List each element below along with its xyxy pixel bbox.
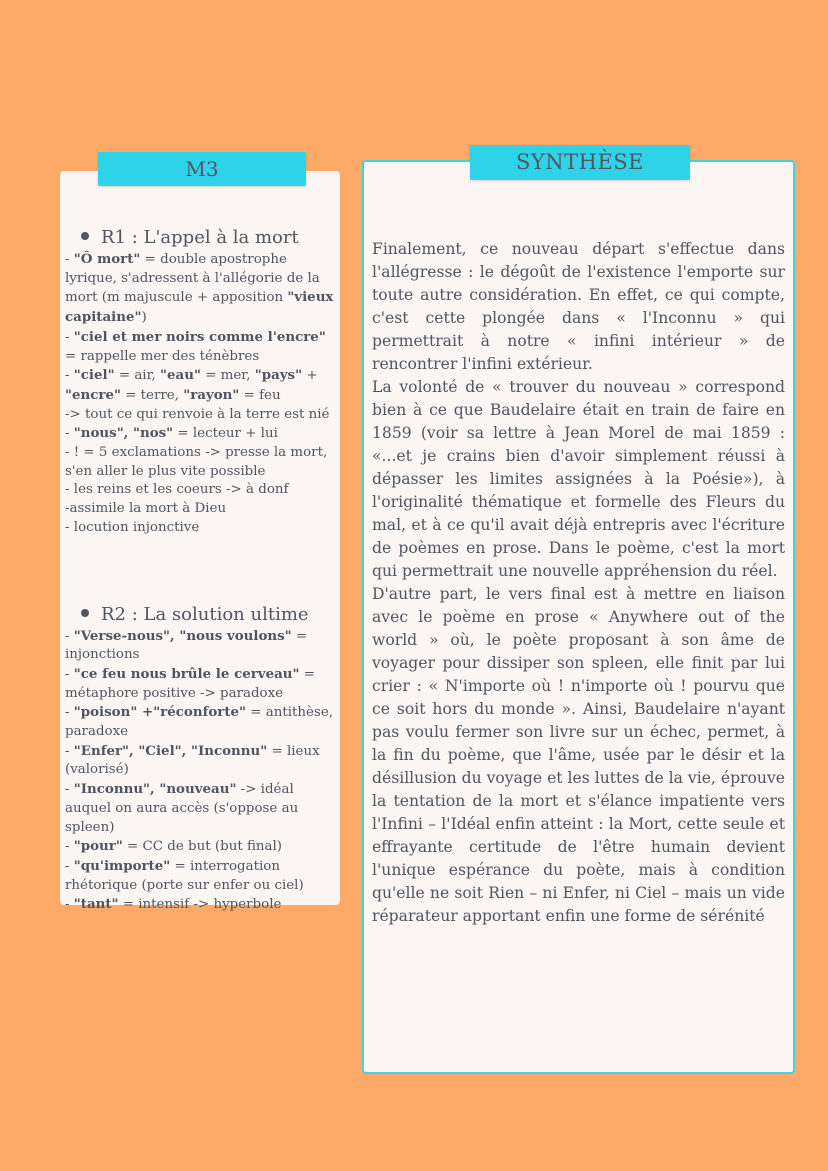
synthese-text <box>372 238 785 928</box>
quoted-term: "Enfer", "Ciel", "Inconnu" <box>73 742 268 759</box>
quoted-term: "ce feu nous brûle le cerveau" <box>73 665 300 682</box>
quoted-term: "poison" +"réconforte" <box>73 704 247 721</box>
synthese-card <box>362 160 795 1074</box>
synthese-paragraph: D'autre part, le vers final est à mettre en liaison avec le poème en prose « Anywhere out of the world » où, le poète proposant à son âme de voyager pour dissiper son spleen, elle finit par lui crier : « N'importe où ! n'importe où ! pourvu que ce soit hors du monde ». Ainsi, Baudelaire n'ayant pas voulu fermer son livre sur un échec, permet, à la fin du poème, que l'âme, usée par le désir et la désillusion du voyage et les luttes de la vie, éprouve la tentation de la mort et s'élance impatiente vers l'Infini – l'Idéal enfin atteint : la Mort, cette seule et effrayante certitude de l'être humain devient l'unique espérance du poète, mais à condition qu'elle ne soit Rien – ni Enfer, ni Ciel – mais un vide réparateur apportant enfin une forme de sérénité <box>372 585 785 925</box>
note-item <box>65 444 336 481</box>
note-text: -> tout ce qui renvoie à la terre est nié <box>65 406 330 422</box>
quoted-term: "nous", "nos" <box>73 425 174 442</box>
quoted-term: "Verse-nous", "nous voulons" <box>73 627 292 644</box>
note-item <box>65 780 336 837</box>
note-text: - <box>65 858 74 874</box>
note-text: - <box>65 897 74 913</box>
note-text: ) <box>141 310 147 326</box>
m3-card <box>60 171 340 913</box>
note-item <box>65 627 336 665</box>
quoted-term: "rayon" <box>183 386 240 403</box>
note-text: = injonctions <box>65 628 308 663</box>
quoted-term: "qu'importe" <box>73 857 171 874</box>
note-item <box>65 328 336 366</box>
note-text: = lecteur + lui <box>173 426 278 442</box>
note-text: = antithèse, paradoxe <box>65 705 334 740</box>
note-item <box>65 857 336 895</box>
quoted-term: "pays" <box>254 367 303 384</box>
note-item <box>65 895 336 915</box>
note-item <box>65 837 336 857</box>
note-item <box>65 250 336 328</box>
section-title <box>65 604 336 625</box>
note-item <box>65 481 336 500</box>
note-text: = double apostrophe lyrique, s'adressent à l'allégorie de la mort (m majuscule + apposition <box>65 252 320 306</box>
synthese-paragraph: Finalement, ce nouveau départ s'effectue dans l'allégresse : le dégoût de l'existence l'emporte sur toute autre considération. En effet, ce qui compte, c'est cette plongée dans « l'Inconnu » qui permettrait à notre « infini intérieur » de rencontrer l'infini extérieur. <box>372 240 785 373</box>
note-text: - <box>65 329 74 345</box>
note-text: = feu <box>239 387 281 403</box>
synthese-paragraph: La volonté de « trouver du nouveau » correspond bien à ce que Baudelaire était en train de faire en 1859 (voir sa lettre à Jean Morel de mai 1859 : «...et je crains bien d'avoir simplement réussi à dépasser les limites assignées à la Poésie»), à l'originalité thématique et formelle des Fleurs du mal, et à ce qu'il avait déjà entrepris avec l'écriture de poèmes en prose. Dans le poème, c'est la mort qui permettrait une nouvelle appréhension du réel. <box>372 378 785 580</box>
bullet-icon <box>81 609 89 617</box>
note-text: - <box>65 252 74 267</box>
note-text: = intensif -> hyperbole <box>118 897 282 913</box>
quoted-term: "vieux capitaine" <box>65 289 334 326</box>
note-text: - <box>65 666 74 682</box>
note-text: - <box>65 743 74 759</box>
note-text: = métaphore positive -> paradoxe <box>65 666 315 701</box>
note-item <box>65 703 336 741</box>
section-title <box>65 227 336 248</box>
m3-notes <box>65 227 336 915</box>
quoted-term: "tant" <box>73 896 119 913</box>
quoted-term: "Ô mort" <box>73 251 141 267</box>
note-text: + <box>302 368 318 384</box>
note-item <box>65 742 336 780</box>
quoted-term: "ciel" <box>73 367 115 384</box>
note-item <box>65 500 336 519</box>
note-text: - <box>65 839 74 855</box>
note-text: - <box>65 368 74 384</box>
note-text: = mer, <box>200 368 255 384</box>
quoted-term: "Inconnu", "nouveau" <box>73 781 237 798</box>
note-text: - <box>65 705 74 721</box>
quoted-term: "pour" <box>73 838 123 855</box>
synthese-tab-label: SYNTHÈSE <box>470 145 690 180</box>
section-spacer <box>65 538 336 604</box>
note-text: - locution injonctive <box>65 519 200 535</box>
bullet-icon <box>81 232 89 240</box>
note-text: = interrogation rhétorique (porte sur enfer ou ciel) <box>65 858 304 893</box>
note-text: -assimile la mort à Dieu <box>65 501 227 517</box>
quoted-term: "ciel et mer noirs comme l'encre" <box>73 328 326 345</box>
note-text: - <box>65 782 74 798</box>
note-text: = CC de but (but final) <box>122 839 282 855</box>
m3-tab-label: M3 <box>98 152 306 186</box>
note-item <box>65 406 336 425</box>
note-item <box>65 519 336 538</box>
note-text: = terre, <box>120 387 184 403</box>
note-text: = air, <box>114 368 161 384</box>
section-title-text: R2 : La solution ultime <box>101 603 309 625</box>
note-text: - <box>65 426 74 442</box>
note-text: = rappelle mer des ténèbres <box>65 348 260 364</box>
note-item <box>65 366 336 405</box>
note-text: = lieux (valorisé) <box>65 743 320 778</box>
note-item <box>65 665 336 703</box>
note-item <box>65 424 336 444</box>
note-list <box>65 627 336 916</box>
note-text: - les reins et les coeurs -> à donf <box>65 482 289 498</box>
note-list <box>65 250 336 538</box>
section-title-text: R1 : L'appel à la mort <box>101 227 299 248</box>
quoted-term: "encre" <box>65 386 121 403</box>
note-text: -> idéal auquel on aura accès (s'oppose au spleen) <box>65 782 299 835</box>
note-text: - ! = 5 exclamations -> presse la mort, s'en aller le plus vite possible <box>65 445 328 479</box>
note-text: - <box>65 628 74 644</box>
quoted-term: "eau" <box>160 367 201 384</box>
